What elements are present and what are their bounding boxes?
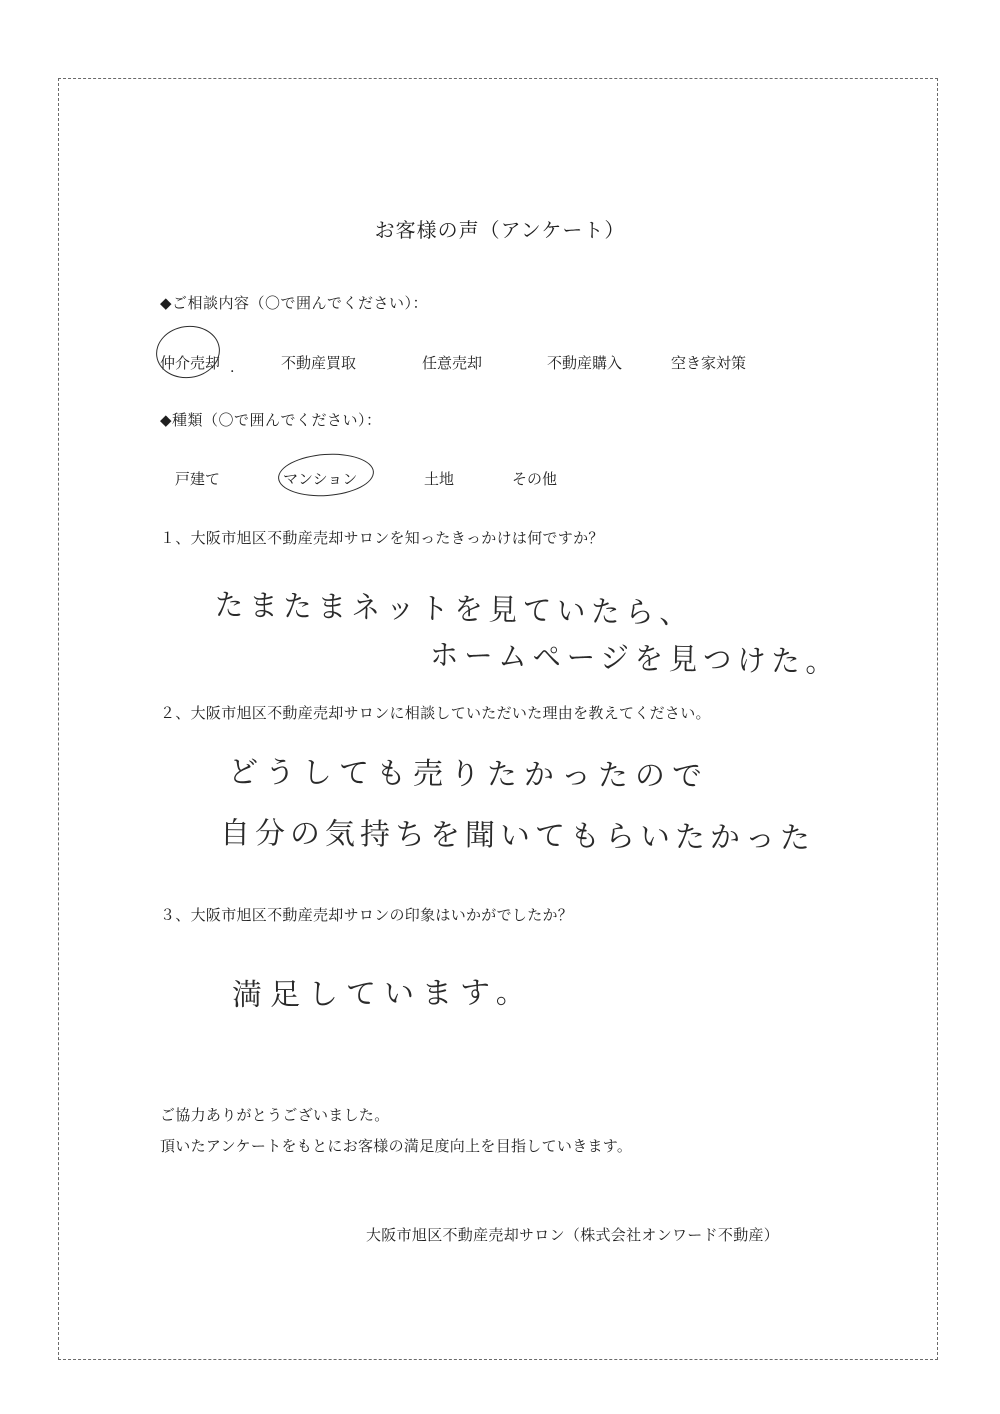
consultation-option-brokerage: 仲介売却 [160,354,221,372]
consultation-option-vacant-house: 空き家対策 [671,354,747,372]
answer-2-line-2: 自分の気持ちを聞いてもらいたかった [219,816,816,857]
pen-mark: . [230,360,235,376]
property-type-option-land: 土地 [424,470,455,488]
question-2: ２、大阪市旭区不動産売却サロンに相談していただいた理由を教えてください。 [160,704,711,722]
answer-2-line-1: どうしても売りたかったので [227,755,710,795]
answer-1-line-1: たまたまネットを見ていたら、 [214,588,694,632]
consultation-option-voluntary-sale: 任意売却 [422,354,483,372]
thanks-line-2: 頂いたアンケートをもとにお客様の満足度向上を目指していきます。 [160,1137,633,1155]
consultation-heading: ◆ご相談内容（〇で囲んでください）： [160,294,429,312]
consultation-option-buyback: 不動産買取 [281,354,357,372]
property-type-option-other: その他 [512,470,558,488]
question-1: １、大阪市旭区不動産売却サロンを知ったきっかけは何ですか？ [160,529,604,547]
consultation-option-purchase: 不動産購入 [547,354,623,372]
question-3: ３、大阪市旭区不動産売却サロンの印象はいかがでしたか？ [160,906,574,924]
property-type-option-condo: マンション [283,470,358,488]
property-type-option-house: 戸建て [175,470,221,488]
answer-3-line-1: 満足しています。 [231,975,534,1013]
thanks-line-1: ご協力ありがとうございました。 [160,1106,390,1124]
page-title: お客様の声（アンケート） [374,218,626,242]
answer-1-line-2: ホームページを見つけた。 [429,638,841,681]
company-name: 大阪市旭区不動産売却サロン（株式会社オンワード不動産） [366,1226,780,1244]
property-type-heading: ◆種類（〇で囲んでください）： [160,411,382,429]
